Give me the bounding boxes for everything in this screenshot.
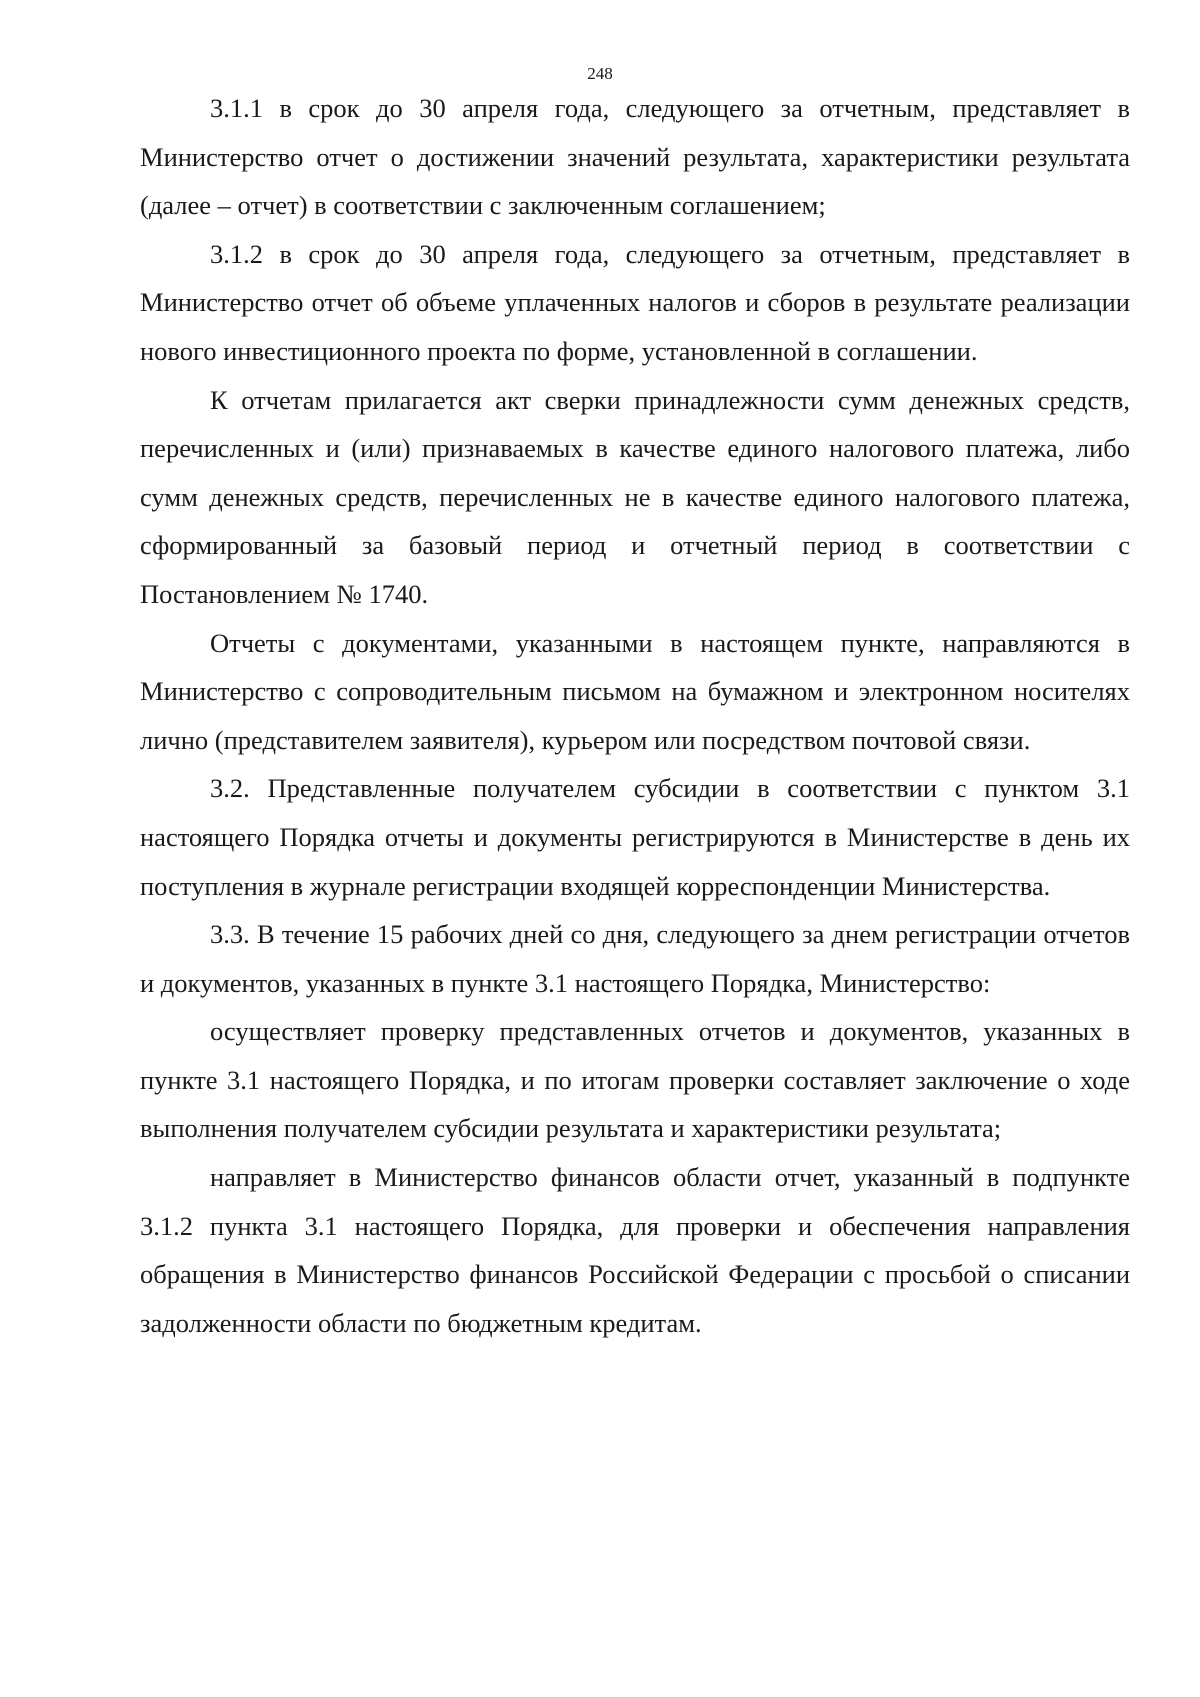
paragraph-3-1-1: 3.1.1 в срок до 30 апреля года, следующего за отчетным, представляет в Министерство отчет о достижении значений результата, характеристики результата (далее – отчет) в соответствии с заключенным соглашением; (140, 93, 1130, 221)
paragraph-reports-submission: Отчеты с документами, указанными в настоящем пункте, направляются в Министерство с сопроводительным письмом на бумажном и электронном носителях лично (представителем заявителя), курьером или посредством почтовой связи. (140, 627, 1130, 755)
paragraph-reconciliation-act: К отчетам прилагается акт сверки принадлежности сумм денежных средств, перечисленных и (или) признаваемых в качестве единого налогового платежа, либо сумм денежных средств, перечисленных не в качестве единого налогового платежа, сформированный за базовый период и отчетный период в соответствии с Постановлением № 1740. (140, 384, 1130, 609)
paragraph-3-2: 3.2. Представленные получателем субсидии в соответствии с пунктом 3.1 настоящего Порядка отчеты и документы регистрируются в Министерстве в день их поступления в журнале регистрации входящей корреспонденции Министерства. (140, 773, 1130, 901)
paragraph-3-1-2: 3.1.2 в срок до 30 апреля года, следующего за отчетным, представляет в Министерство отчет об объеме уплаченных налогов и сборов в результате реализации нового инвестиционного проекта по форме, установленной в соглашении. (140, 238, 1130, 366)
paragraph-verification: осуществляет проверку представленных отчетов и документов, указанных в пункте 3.1 настоящего Порядка, и по итогам проверки составляет заключение о ходе выполнения получателем субсидии результата и характеристики результата; (140, 1016, 1130, 1144)
paragraph-ministry-of-finance: направляет в Министерство финансов области отчет, указанный в подпункте 3.1.2 пункта 3.1 настоящего Порядка, для проверки и обеспечения направления обращения в Министерство финансов Российской Федерации с просьбой о списании задолженности области по бюджетным кредитам. (140, 1162, 1130, 1338)
page-number: 248 (587, 64, 613, 83)
document-body (140, 84, 1130, 1347)
paragraph-3-3: 3.3. В течение 15 рабочих дней со дня, следующего за днем регистрации отчетов и документов, указанных в пункте 3.1 настоящего Порядка, Министерство: (140, 919, 1130, 998)
